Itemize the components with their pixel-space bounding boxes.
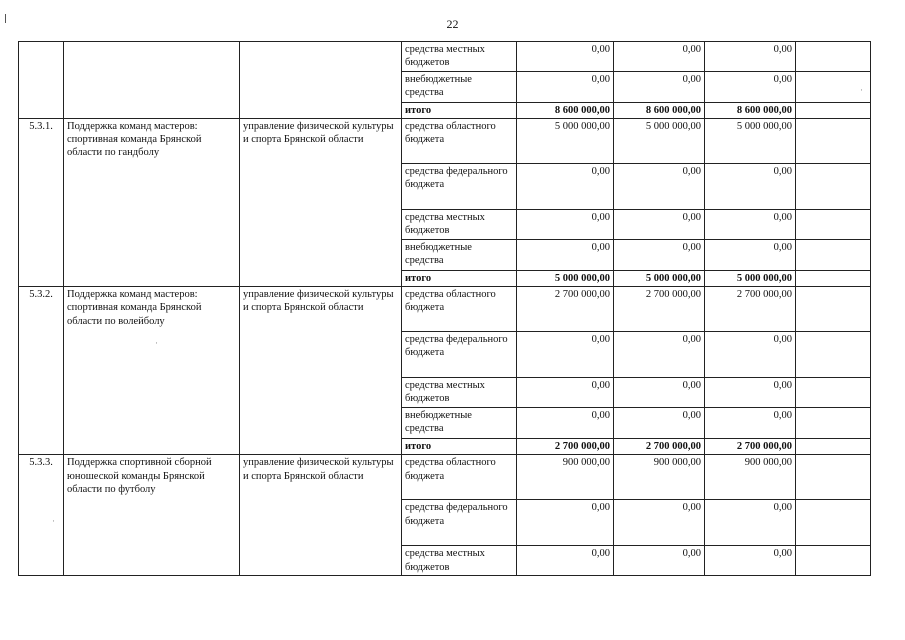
amount-1: 8 600 000,00 — [517, 103, 614, 119]
page-number: 22 — [446, 17, 459, 31]
funding-source: внебюджетные средства — [402, 408, 517, 439]
blank-cell — [796, 546, 871, 576]
blank-cell — [796, 210, 871, 240]
amount-3: 2 700 000,00 — [705, 287, 796, 332]
funding-source: средства областного бюджета — [402, 455, 517, 500]
amount-2: 0,00 — [614, 408, 705, 439]
blank-cell — [796, 42, 871, 72]
amount-1: 5 000 000,00 — [517, 119, 614, 164]
executor-cell — [240, 42, 402, 119]
item-name: Поддержка команд мастеров: спортивная команда Брянской области по волейболу — [64, 287, 240, 455]
amount-1: 0,00 — [517, 378, 614, 408]
budget-table — [18, 41, 871, 576]
amount-2: 0,00 — [614, 164, 705, 210]
amount-1: 900 000,00 — [517, 455, 614, 500]
amount-2: 8 600 000,00 — [614, 103, 705, 119]
item-code-cell — [19, 42, 64, 119]
amount-3: 0,00 — [705, 72, 796, 103]
blank-cell — [796, 500, 871, 546]
funding-source: итого — [402, 439, 517, 455]
amount-3: 0,00 — [705, 42, 796, 72]
funding-source: средства федерального бюджета — [402, 164, 517, 210]
funding-source: внебюджетные средства — [402, 72, 517, 103]
amount-1: 2 700 000,00 — [517, 287, 614, 332]
blank-cell — [796, 287, 871, 332]
amount-2: 0,00 — [614, 332, 705, 378]
amount-3: 0,00 — [705, 500, 796, 546]
funding-source: средства местных бюджетов — [402, 378, 517, 408]
blank-cell — [796, 408, 871, 439]
item-name: Поддержка команд мастеров: спортивная команда Брянской области по гандболу — [64, 119, 240, 287]
amount-3: 5 000 000,00 — [705, 119, 796, 164]
amount-1: 0,00 — [517, 500, 614, 546]
amount-3: 0,00 — [705, 210, 796, 240]
amount-1: 0,00 — [517, 210, 614, 240]
funding-source: средства местных бюджетов — [402, 210, 517, 240]
amount-2: 0,00 — [614, 378, 705, 408]
table-row — [19, 42, 871, 72]
funding-source: внебюджетные средства — [402, 240, 517, 271]
amount-2: 0,00 — [614, 240, 705, 271]
amount-3: 5 000 000,00 — [705, 271, 796, 287]
scan-speck: · — [52, 516, 55, 526]
amount-1: 0,00 — [517, 72, 614, 103]
amount-3: 0,00 — [705, 240, 796, 271]
amount-3: 0,00 — [705, 164, 796, 210]
blank-cell — [796, 332, 871, 378]
blank-cell — [796, 103, 871, 119]
amount-2: 2 700 000,00 — [614, 287, 705, 332]
item-code: 5.3.3. — [19, 455, 64, 576]
scan-speck: · — [860, 85, 863, 95]
amount-3: 0,00 — [705, 408, 796, 439]
amount-1: 0,00 — [517, 332, 614, 378]
blank-cell — [796, 378, 871, 408]
amount-2: 0,00 — [614, 546, 705, 576]
funding-source: средства областного бюджета — [402, 119, 517, 164]
funding-source: средства областного бюджета — [402, 287, 517, 332]
blank-cell — [796, 271, 871, 287]
amount-3: 900 000,00 — [705, 455, 796, 500]
item-name: Поддержка спортивной сборной юношеской команды Брянской области по футболу — [64, 455, 240, 576]
amount-1: 0,00 — [517, 408, 614, 439]
amount-1: 0,00 — [517, 240, 614, 271]
amount-3: 2 700 000,00 — [705, 439, 796, 455]
amount-1: 0,00 — [517, 42, 614, 72]
funding-source: средства местных бюджетов — [402, 42, 517, 72]
amount-2: 900 000,00 — [614, 455, 705, 500]
amount-1: 0,00 — [517, 164, 614, 210]
amount-2: 0,00 — [614, 500, 705, 546]
amount-3: 8 600 000,00 — [705, 103, 796, 119]
amount-3: 0,00 — [705, 546, 796, 576]
amount-1: 0,00 — [517, 546, 614, 576]
amount-2: 0,00 — [614, 210, 705, 240]
amount-1: 5 000 000,00 — [517, 271, 614, 287]
table-row — [19, 119, 871, 164]
amount-2: 5 000 000,00 — [614, 119, 705, 164]
blank-cell — [796, 439, 871, 455]
funding-source: средства федерального бюджета — [402, 332, 517, 378]
amount-2: 2 700 000,00 — [614, 439, 705, 455]
item-code: 5.3.2. — [19, 287, 64, 455]
blank-cell — [796, 119, 871, 164]
amount-2: 0,00 — [614, 42, 705, 72]
item-name-cell — [64, 42, 240, 119]
funding-source: итого — [402, 103, 517, 119]
scan-speck: · — [155, 338, 158, 348]
funding-source: средства федерального бюджета — [402, 500, 517, 546]
item-executor: управление физической культуры и спорта Брянской области — [240, 119, 402, 287]
amount-2: 5 000 000,00 — [614, 271, 705, 287]
item-code: 5.3.1. — [19, 119, 64, 287]
table-row — [19, 287, 871, 332]
amount-3: 0,00 — [705, 332, 796, 378]
blank-cell — [796, 240, 871, 271]
blank-cell — [796, 455, 871, 500]
funding-source: итого — [402, 271, 517, 287]
item-executor: управление физической культуры и спорта Брянской области — [240, 455, 402, 576]
amount-3: 0,00 — [705, 378, 796, 408]
funding-source: средства местных бюджетов — [402, 546, 517, 576]
amount-1: 2 700 000,00 — [517, 439, 614, 455]
table-body — [19, 42, 871, 576]
item-executor: управление физической культуры и спорта Брянской области — [240, 287, 402, 455]
table-row — [19, 455, 871, 500]
blank-cell — [796, 164, 871, 210]
amount-2: 0,00 — [614, 72, 705, 103]
